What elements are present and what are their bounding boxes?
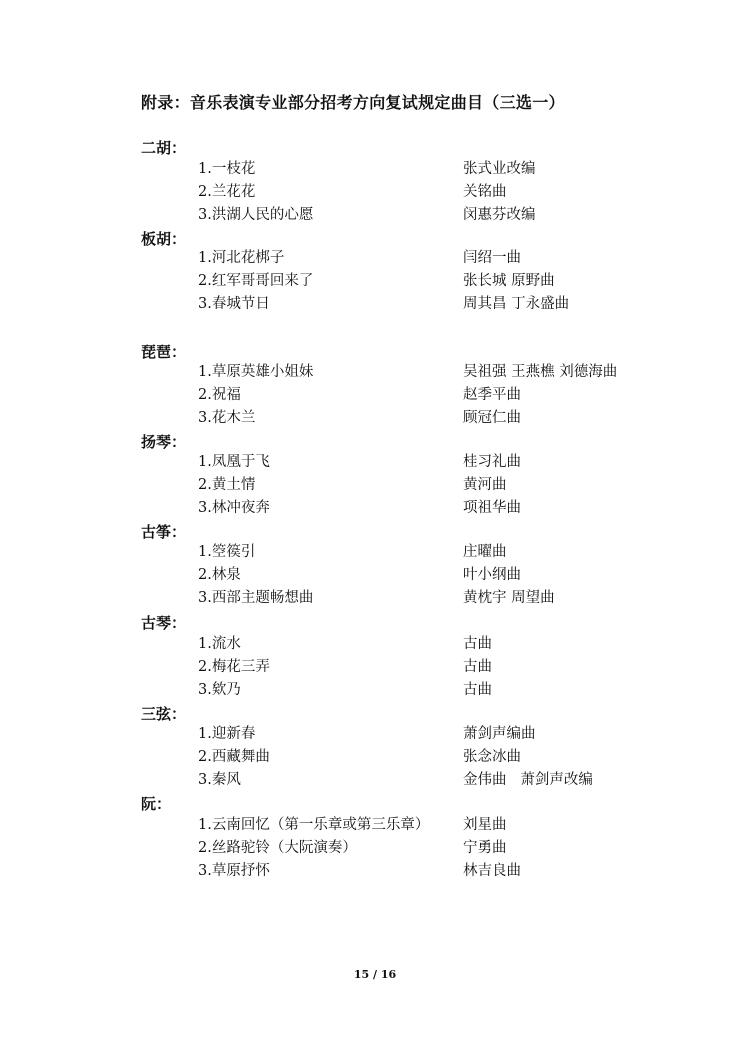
piece-composer: 张念冰曲 [463,749,521,765]
piece-composer: 宁勇曲 [463,840,507,856]
piece-row [0,656,750,678]
piece-row [0,564,750,586]
section-title: 二胡： [141,139,187,157]
piece-composer: 黄河曲 [463,477,507,493]
piece-title: 2.梅花三弄 [198,659,270,675]
piece-composer: 古曲 [463,636,492,652]
piece-title: 3.花木兰 [198,410,256,426]
piece-composer: 萧剑声编曲 [463,726,536,742]
piece-composer: 项祖华曲 [463,500,521,516]
piece-row [0,361,750,383]
piece-title: 1.一枝花 [198,161,256,177]
piece-title: 2.兰花花 [198,184,256,200]
piece-title: 2.祝福 [198,387,241,403]
piece-title: 2.红军哥哥回来了 [198,273,314,289]
page-number: 15 / 16 [353,968,397,981]
piece-row [0,293,750,315]
piece-composer: 闵惠芬改编 [463,207,536,223]
piece-row [0,204,750,226]
piece-row [0,746,750,768]
piece-title: 1.河北花梆子 [198,250,285,266]
piece-row [0,497,750,519]
piece-row [0,860,750,882]
piece-row [0,837,750,859]
piece-row [0,181,750,203]
piece-composer: 金伟曲 萧剑声改编 [463,772,593,788]
piece-composer: 桂习礼曲 [463,454,521,470]
piece-composer: 叶小纲曲 [463,567,521,583]
piece-composer: 刘星曲 [463,817,507,833]
piece-title: 3.秦风 [198,772,241,788]
section-title: 古筝： [141,523,187,541]
piece-row [0,587,750,609]
piece-title: 3.林冲夜奔 [198,500,270,516]
piece-title: 3.欸乃 [198,682,241,698]
piece-composer: 黄枕宇 周望曲 [463,590,555,606]
piece-composer: 林吉良曲 [463,863,521,879]
piece-row [0,541,750,563]
piece-title: 3.草原抒怀 [198,863,270,879]
piece-composer: 赵季平曲 [463,387,521,403]
piece-row [0,474,750,496]
piece-composer: 吴祖强 王燕樵 刘德海曲 [463,364,618,380]
piece-row [0,769,750,791]
piece-title: 1.云南回忆（第一乐章或第三乐章） [198,817,430,833]
piece-title: 2.黄土情 [198,477,256,493]
piece-title: 1.凤凰于飞 [198,454,270,470]
section-title: 琵琶： [141,343,187,361]
section-title: 扬琴： [141,433,187,451]
section-title: 阮： [141,795,172,813]
piece-title: 3.洪湖人民的心愿 [198,207,314,223]
piece-composer: 张式业改编 [463,161,536,177]
piece-row [0,407,750,429]
piece-row [0,384,750,406]
piece-title: 2.西藏舞曲 [198,749,270,765]
section-title: 板胡： [141,230,187,248]
piece-title: 1.迎新春 [198,726,256,742]
piece-title: 1.箜篌引 [198,544,256,560]
piece-row [0,158,750,180]
piece-composer: 庄曜曲 [463,544,507,560]
piece-composer: 古曲 [463,659,492,675]
piece-composer: 闫绍一曲 [463,250,521,266]
piece-title: 3.西部主题畅想曲 [198,590,314,606]
piece-composer: 张长城 原野曲 [463,273,555,289]
piece-composer: 周其昌 丁永盛曲 [463,296,570,312]
piece-title: 2.林泉 [198,567,241,583]
section-title: 三弦： [141,705,187,723]
document-title: 附录：音乐表演专业部分招考方向复试规定曲目（三选一） [141,93,565,112]
piece-title: 1.草原英雄小姐妹 [198,364,314,380]
piece-row [0,633,750,655]
piece-title: 1.流水 [198,636,241,652]
piece-row [0,451,750,473]
piece-composer: 顾冠仁曲 [463,410,521,426]
piece-row [0,814,750,836]
piece-row [0,247,750,269]
piece-composer: 古曲 [463,682,492,698]
piece-composer: 关铭曲 [463,184,507,200]
piece-title: 3.春城节日 [198,296,270,312]
piece-row [0,270,750,292]
piece-row [0,723,750,745]
section-title: 古琴： [141,614,187,632]
piece-title: 2.丝路驼铃（大阮演奏） [198,840,357,856]
piece-row [0,679,750,701]
